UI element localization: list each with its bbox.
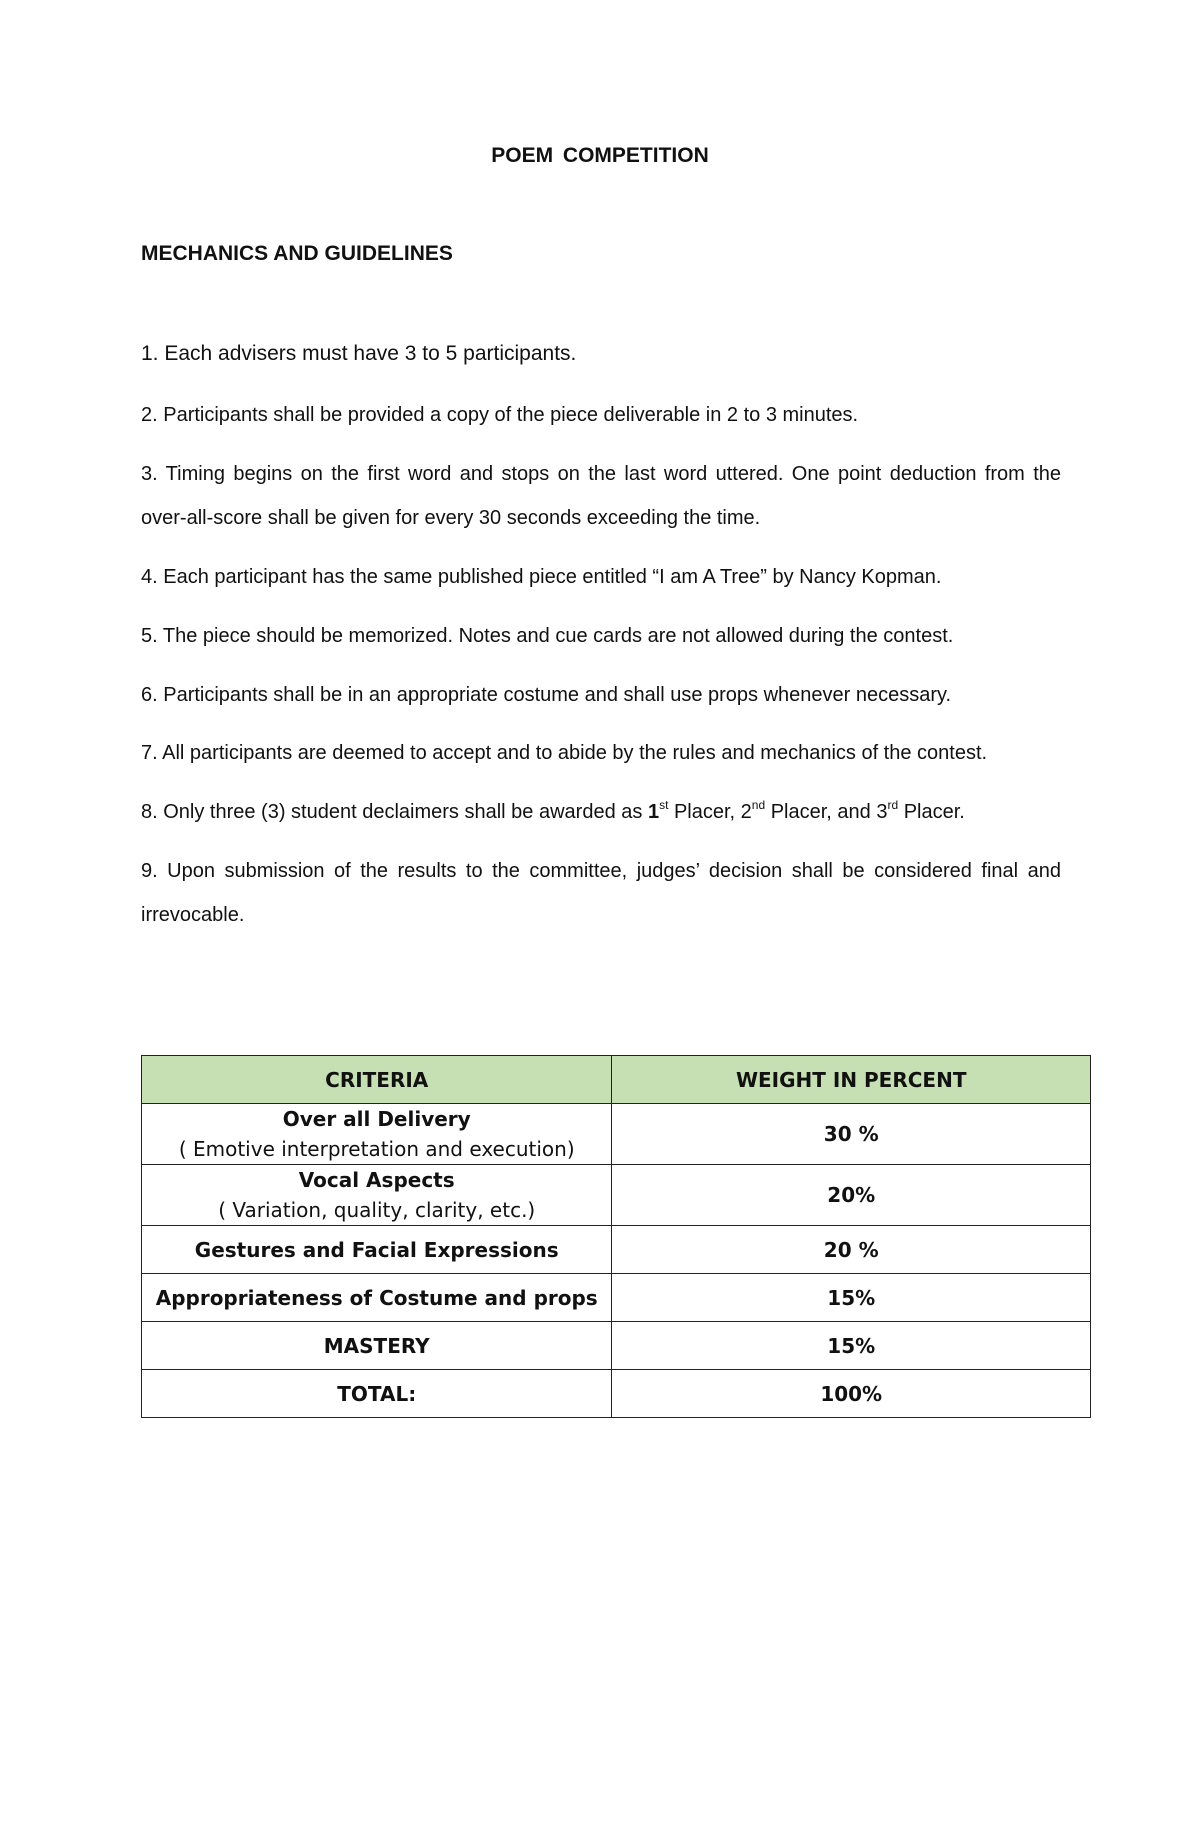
criteria-cell [142,1322,612,1370]
criteria-cell [142,1165,612,1226]
rule-5: 5. The piece should be memorized. Notes and cue cards are not allowed during the contest. [141,625,954,647]
ordinal-first-number: 1 [647,801,660,823]
rule-7: 7. All participants are deemed to accept and to abide by the rules and mechanics of the contest. [141,742,988,764]
weight-cell: 20 % [612,1226,1091,1274]
table-row [142,1104,1091,1165]
ordinal-first-suffix: st [659,798,669,812]
table-row [142,1274,1091,1322]
rule-4: 4. Each participant has the same published piece entitled “I am A Tree” by Nancy Kopman. [141,566,942,588]
weight-cell: 15% [612,1274,1091,1322]
rule-1: 1. Each advisers must have 3 to 5 participants. [141,342,577,365]
document-title: POEM COMPETITION [491,144,709,167]
criteria-description: ( Emotive interpretation and execution) [178,1137,575,1161]
rule-8 [141,790,1061,834]
ordinal-third-suffix: rd [887,798,899,812]
rule-3: 3. Timing begins on the first word and stops on the last word uttered. One point deduction from the over-all-score shall be given for every 30 seconds exceeding the time. [141,463,1061,529]
rule-9: 9. Upon submission of the results to the committee, judges’ decision shall be considered final and irrevocable. [141,860,1061,926]
weight-cell: 15% [612,1322,1091,1370]
weight-cell: 100% [612,1370,1091,1418]
criteria-cell [142,1104,612,1165]
criteria-name: Over all Delivery [282,1107,471,1131]
rule-2: 2. Participants shall be provided a copy of the piece deliverable in 2 to 3 minutes. [141,404,859,426]
criteria-name: TOTAL: [337,1381,417,1406]
ordinal-third-label: Placer. [898,801,965,823]
criteria-description: ( Variation, quality, clarity, etc.) [218,1198,536,1222]
criteria-cell [142,1274,612,1322]
section-heading: MECHANICS AND GUIDELINES [141,242,453,265]
criteria-cell [142,1370,612,1418]
criteria-name: Appropriateness of Costume and props [155,1285,598,1310]
table-row-total [142,1370,1091,1418]
criteria-name: Gestures and Facial Expressions [194,1237,559,1262]
ordinal-second-number: 2 [740,801,752,823]
table-row [142,1226,1091,1274]
weight-cell: 20% [612,1165,1091,1226]
criteria-name: MASTERY [323,1333,430,1358]
ordinal-second-suffix: nd [751,798,766,812]
criteria-cell [142,1226,612,1274]
criteria-table [141,1055,1091,1418]
table-row [142,1165,1091,1226]
table-row [142,1322,1091,1370]
ordinal-first-label: Placer, [668,801,741,823]
ordinal-second-label: Placer, and [765,801,877,823]
header-criteria: CRITERIA [142,1056,612,1104]
criteria-name: Vocal Aspects [298,1168,455,1192]
table-header-row [142,1056,1091,1104]
rule-8-prefix: 8. Only three (3) student declaimers shall be awarded as [141,801,648,823]
weight-cell: 30 % [612,1104,1091,1165]
header-weight: WEIGHT IN PERCENT [612,1056,1091,1104]
ordinal-third-number: 3 [876,801,888,823]
rule-6: 6. Participants shall be in an appropriate costume and shall use props whenever necessary. [141,684,952,706]
